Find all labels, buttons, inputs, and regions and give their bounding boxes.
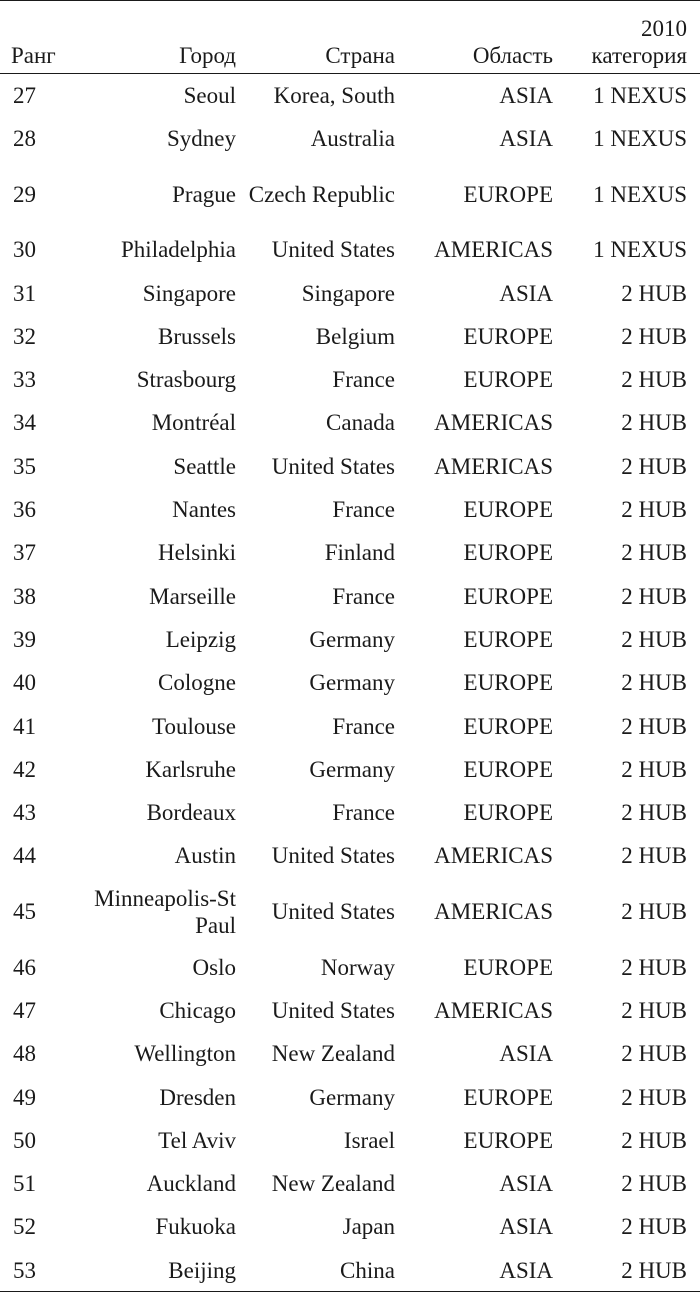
cell-category: 2 HUB bbox=[621, 1171, 687, 1197]
cell-country: Germany bbox=[309, 670, 395, 696]
cell-country: New Zealand bbox=[271, 1041, 395, 1067]
cell-country: Japan bbox=[342, 1214, 395, 1240]
cell-city: Fukuoka bbox=[155, 1214, 236, 1240]
cell-category: 2 HUB bbox=[621, 323, 687, 349]
cell-rank: 38 bbox=[13, 583, 36, 609]
table-row bbox=[0, 618, 700, 661]
cell-category: 2 HUB bbox=[621, 583, 687, 609]
header-category-label: категория bbox=[591, 43, 687, 68]
cell-rank: 31 bbox=[13, 280, 36, 306]
table-row bbox=[0, 834, 700, 877]
cell-country: United States bbox=[271, 997, 395, 1023]
cell-country: Czech Republic bbox=[248, 181, 395, 207]
cell-rank: 40 bbox=[13, 670, 36, 696]
cell-country: Israel bbox=[343, 1127, 395, 1153]
cell-city: Prague bbox=[172, 181, 236, 207]
cell-rank: 46 bbox=[13, 954, 36, 980]
header-row bbox=[0, 1, 700, 74]
header-rank: Ранг bbox=[0, 1, 82, 74]
cell-city: Brussels bbox=[158, 323, 236, 349]
cell-region: ASIA bbox=[499, 1041, 553, 1067]
cell-city: Strasbourg bbox=[136, 367, 236, 393]
table-row bbox=[0, 661, 700, 704]
cell-country: Finland bbox=[324, 540, 395, 566]
cell-rank: 35 bbox=[13, 453, 36, 479]
cell-rank: 36 bbox=[13, 497, 36, 523]
table-header bbox=[0, 1, 700, 74]
cell-category: 2 HUB bbox=[621, 497, 687, 523]
cell-region: EUROPE bbox=[463, 540, 553, 566]
cell-rank: 52 bbox=[13, 1214, 36, 1240]
table-row bbox=[0, 791, 700, 834]
header-country: Страна bbox=[248, 1, 407, 74]
cell-city: Cologne bbox=[158, 670, 236, 696]
cell-region: EUROPE bbox=[463, 497, 553, 523]
cell-category: 2 HUB bbox=[621, 954, 687, 980]
cell-city: Montréal bbox=[151, 410, 236, 436]
cell-region: EUROPE bbox=[463, 181, 553, 207]
cell-region: AMERICAS bbox=[434, 410, 553, 436]
cell-region: EUROPE bbox=[463, 756, 553, 782]
cell-city: Chicago bbox=[159, 997, 236, 1023]
table-row bbox=[0, 117, 700, 160]
cell-category: 1 NEXUS bbox=[593, 181, 687, 207]
table-row bbox=[0, 1075, 700, 1118]
cell-city: Singapore bbox=[142, 280, 236, 306]
cell-city: Helsinki bbox=[158, 540, 236, 566]
cell-country: Germany bbox=[309, 626, 395, 652]
cell-region: EUROPE bbox=[463, 626, 553, 652]
cell-country: United States bbox=[271, 453, 395, 479]
cell-rank: 44 bbox=[13, 843, 36, 869]
cell-category: 2 HUB bbox=[621, 670, 687, 696]
table-row bbox=[0, 271, 700, 314]
cell-category: 2 HUB bbox=[621, 626, 687, 652]
cell-country: New Zealand bbox=[271, 1171, 395, 1197]
cell-region: ASIA bbox=[499, 1171, 553, 1197]
cell-rank: 48 bbox=[13, 1041, 36, 1067]
cell-region: EUROPE bbox=[463, 1084, 553, 1110]
cell-country: Germany bbox=[309, 1084, 395, 1110]
cell-category: 1 NEXUS bbox=[593, 125, 687, 151]
table-row bbox=[0, 1162, 700, 1205]
cell-category: 2 HUB bbox=[621, 1041, 687, 1067]
cell-rank: 43 bbox=[13, 800, 36, 826]
cell-city: Bordeaux bbox=[146, 800, 236, 826]
cell-rank: 33 bbox=[13, 367, 36, 393]
cell-rank: 29 bbox=[13, 181, 36, 207]
cell-rank: 51 bbox=[13, 1171, 36, 1197]
table-row bbox=[0, 748, 700, 791]
cell-category: 2 HUB bbox=[621, 1214, 687, 1240]
cell-region: AMERICAS bbox=[434, 899, 553, 925]
cell-category: 2 HUB bbox=[621, 997, 687, 1023]
cell-city: Leipzig bbox=[165, 626, 236, 652]
cell-rank: 50 bbox=[13, 1127, 36, 1153]
cell-country: France bbox=[332, 713, 395, 739]
table-row bbox=[0, 1205, 700, 1248]
cell-city: Austin bbox=[174, 843, 236, 869]
cell-category: 2 HUB bbox=[621, 367, 687, 393]
cell-category: 1 NEXUS bbox=[593, 82, 687, 108]
cell-city: Seoul bbox=[183, 82, 236, 108]
cell-region: ASIA bbox=[499, 1214, 553, 1240]
cell-region: EUROPE bbox=[463, 954, 553, 980]
cell-city: Beijing bbox=[82, 1249, 248, 1292]
table-row bbox=[0, 358, 700, 401]
cell-rank: 45 bbox=[13, 899, 36, 925]
cell-region: EUROPE bbox=[463, 713, 553, 739]
cell-country: France bbox=[332, 497, 395, 523]
cell-country: Australia bbox=[310, 125, 395, 151]
cell-city: Oslo bbox=[192, 954, 236, 980]
cell-rank: 41 bbox=[13, 713, 36, 739]
cell-region: EUROPE bbox=[463, 323, 553, 349]
header-city: Город bbox=[82, 1, 248, 74]
cell-city: Minneapolis-St Paul bbox=[94, 885, 236, 938]
table-row bbox=[0, 315, 700, 358]
cell-category: 2 HUB bbox=[621, 453, 687, 479]
cell-country: United States bbox=[271, 843, 395, 869]
table-row bbox=[0, 1249, 700, 1292]
cell-region: EUROPE bbox=[463, 670, 553, 696]
cell-rank: 53 bbox=[0, 1249, 82, 1292]
table-row bbox=[0, 228, 700, 271]
cell-city: Toulouse bbox=[152, 713, 236, 739]
cell-country: United States bbox=[271, 237, 395, 263]
cell-city: Nantes bbox=[172, 497, 236, 523]
table-row bbox=[0, 445, 700, 488]
cell-country: Singapore bbox=[301, 280, 395, 306]
table-row bbox=[0, 401, 700, 444]
table-row bbox=[0, 1119, 700, 1162]
cell-category: 2 HUB bbox=[621, 800, 687, 826]
cell-rank: 28 bbox=[13, 125, 36, 151]
cell-country: France bbox=[332, 367, 395, 393]
cell-rank: 30 bbox=[13, 237, 36, 263]
cell-region: AMERICAS bbox=[434, 997, 553, 1023]
cell-country: Germany bbox=[309, 756, 395, 782]
cell-city: Marseille bbox=[149, 583, 236, 609]
table-row bbox=[0, 1032, 700, 1075]
cell-country: Norway bbox=[320, 954, 395, 980]
cell-city: Sydney bbox=[167, 125, 236, 151]
cell-country: Korea, South bbox=[273, 82, 395, 108]
cell-category: 2 HUB bbox=[621, 713, 687, 739]
table-row bbox=[0, 989, 700, 1032]
cell-country: United States bbox=[271, 899, 395, 925]
cell-category: 2 HUB bbox=[621, 410, 687, 436]
table-row bbox=[0, 704, 700, 747]
cell-region: EUROPE bbox=[463, 367, 553, 393]
cell-region: EUROPE bbox=[463, 800, 553, 826]
cell-rank: 37 bbox=[13, 540, 36, 566]
cell-rank: 27 bbox=[13, 82, 36, 108]
cell-country: Canada bbox=[326, 410, 395, 436]
table-row bbox=[0, 488, 700, 531]
cell-region: ASIA bbox=[407, 1249, 565, 1292]
table-row bbox=[0, 74, 700, 117]
cell-city: Dresden bbox=[159, 1084, 236, 1110]
header-region: Область bbox=[407, 1, 565, 74]
cell-city: Seattle bbox=[173, 453, 236, 479]
cell-category: 2 HUB bbox=[621, 756, 687, 782]
cell-country: Belgium bbox=[315, 323, 395, 349]
table-row bbox=[0, 946, 700, 989]
cell-region: AMERICAS bbox=[434, 453, 553, 479]
cell-city: Karlsruhe bbox=[145, 756, 236, 782]
table-row bbox=[0, 574, 700, 617]
cell-category: 2 HUB bbox=[621, 1084, 687, 1110]
header-category bbox=[565, 1, 700, 74]
cell-city: Auckland bbox=[146, 1171, 236, 1197]
table-body bbox=[0, 74, 700, 1292]
cell-city: Wellington bbox=[134, 1041, 236, 1067]
cell-category: 2 HUB bbox=[621, 899, 687, 925]
cell-category: 2 HUB bbox=[565, 1249, 700, 1292]
cell-region: ASIA bbox=[499, 125, 553, 151]
header-category-year: 2010 bbox=[641, 16, 687, 41]
cell-category: 2 HUB bbox=[621, 843, 687, 869]
cell-country: France bbox=[332, 583, 395, 609]
cell-region: ASIA bbox=[499, 82, 553, 108]
cell-region: AMERICAS bbox=[434, 843, 553, 869]
cell-city: Tel Aviv bbox=[158, 1127, 236, 1153]
cell-region: AMERICAS bbox=[434, 237, 553, 263]
cell-category: 2 HUB bbox=[621, 1127, 687, 1153]
table-row bbox=[0, 160, 700, 228]
cell-category: 2 HUB bbox=[621, 280, 687, 306]
cell-region: EUROPE bbox=[463, 583, 553, 609]
cell-city: Philadelphia bbox=[121, 237, 236, 263]
cell-rank: 39 bbox=[13, 626, 36, 652]
table-row bbox=[0, 531, 700, 574]
cell-rank: 32 bbox=[13, 323, 36, 349]
cell-rank: 49 bbox=[13, 1084, 36, 1110]
cell-rank: 42 bbox=[13, 756, 36, 782]
cell-category: 1 NEXUS bbox=[593, 237, 687, 263]
cell-category: 2 HUB bbox=[621, 540, 687, 566]
cell-rank: 47 bbox=[13, 997, 36, 1023]
cell-country: France bbox=[332, 800, 395, 826]
table-row bbox=[0, 878, 700, 946]
cell-region: EUROPE bbox=[463, 1127, 553, 1153]
cell-rank: 34 bbox=[13, 410, 36, 436]
cell-country: China bbox=[248, 1249, 407, 1292]
cell-region: ASIA bbox=[499, 280, 553, 306]
